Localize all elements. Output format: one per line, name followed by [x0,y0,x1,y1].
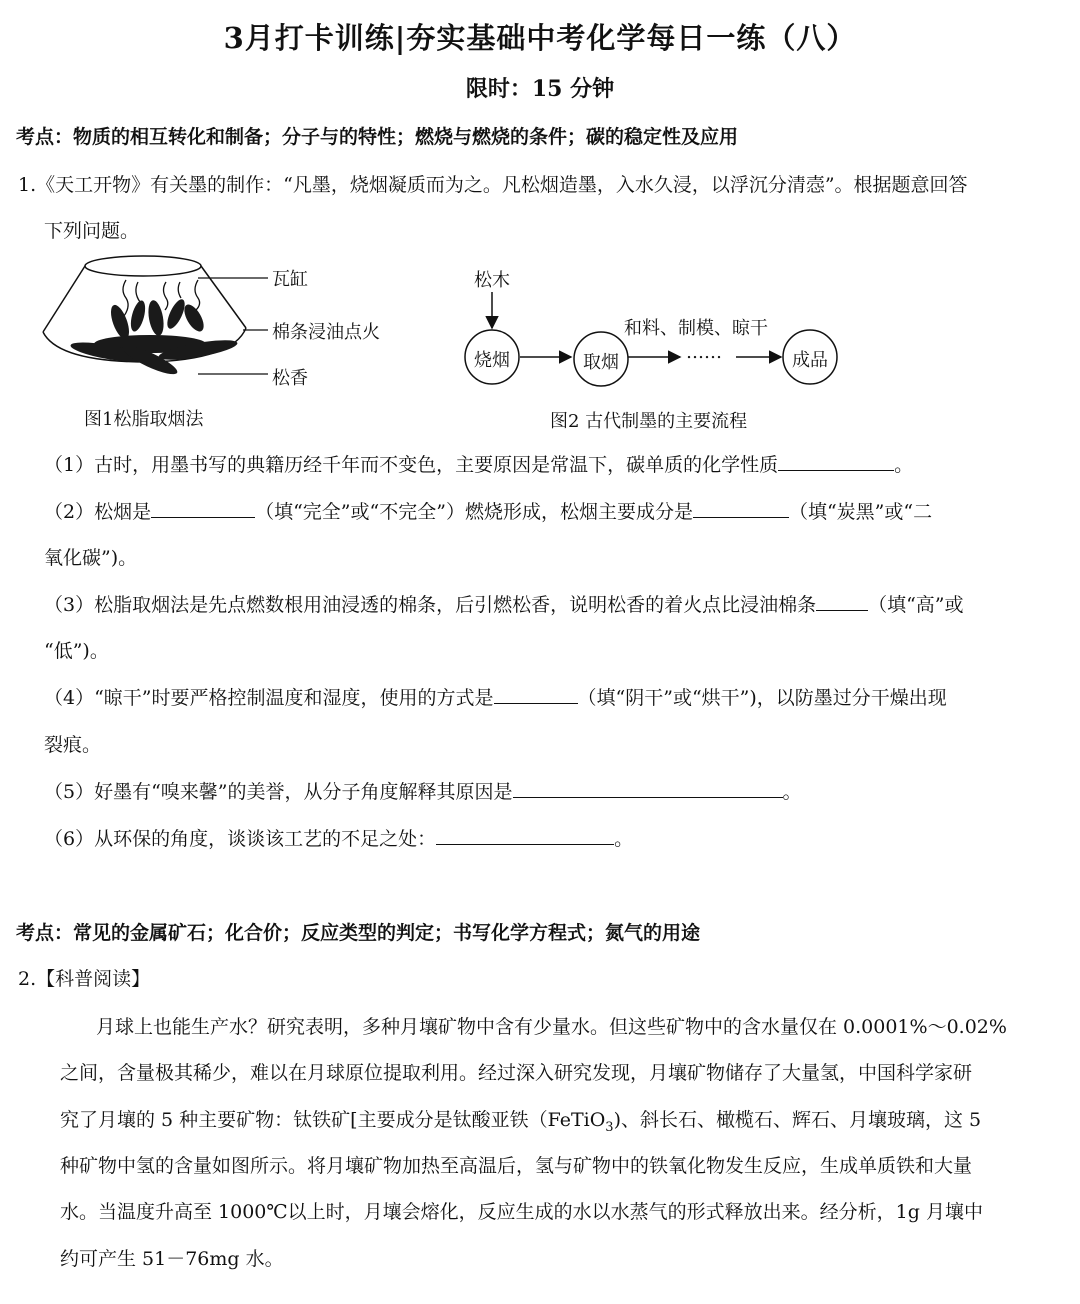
subq5-part-a: （5）好墨有“嗅来馨”的美誉，从分子角度解释其原因是 [44,781,513,803]
fig2-input-label: 松木 [474,270,510,291]
subq6-blank[interactable] [436,824,614,845]
subq5 [44,777,802,804]
subq1-blank[interactable] [778,450,894,471]
fig1-label-jar: 瓦缸 [272,269,308,290]
subq2-blank2[interactable] [693,497,789,518]
fig2-node-shaoyan: 烧烟 [474,350,510,371]
subq6-end: 。 [614,828,634,850]
subq3-line2: “低”)。 [44,640,109,662]
passage-line6: 约可产生 51－76mg 水。 [60,1248,284,1270]
fig1-caption: 图1松脂取烟法 [84,409,204,430]
question2-title: 2.【科普阅读】 [18,968,151,990]
fig2-dots: …… [686,342,722,363]
passage-line2: 之间，含量极其稀少，难以在月球原位提取利用。经过深入研究发现，月壤矿物储存了大量氢，中国科学家研 [60,1062,973,1084]
question1-line1: 1.《天工开物》有关墨的制作：“凡墨，烧烟凝质而为之。凡松烟造墨，入水久浸，以浮沉分清悫”。根据题意回答 [18,174,968,196]
subq2 [44,497,932,524]
subq5-blank[interactable] [513,777,783,798]
resin-shapes [69,297,238,379]
subq4-part-a: （4）“晾干”时要严格控制温度和湿度，使用的方式是 [44,687,494,709]
subq3-part-a: （3）松脂取烟法是先点燃数根用油浸透的棉条，后引燃松香，说明松香的着火点比浸油棉条 [44,594,817,616]
fig1-label-resin: 松香 [272,368,308,389]
subq2-part-c: （填“炭黑”或“二 [788,501,933,523]
subq4-line2: 裂痕。 [44,734,102,756]
passage-line3-a: 究了月壤的 5 种主要矿物：钛铁矿[主要成分是钛酸亚铁（FeTiO [60,1109,606,1131]
fig1-label-wick: 棉条浸油点火 [272,322,380,343]
subq2-blank1[interactable] [151,497,255,518]
subq4-blank[interactable] [494,683,578,704]
time-limit: 限时：15 分钟 [465,76,615,102]
section1-kaodian: 考点：物质的相互转化和制备；分子与的特性；燃烧与燃烧的条件；碳的稳定性及应用 [16,126,739,148]
subq1-end: 。 [894,454,914,476]
subq3-part-b: （填“高”或 [868,594,964,616]
passage-line3-b: )、斜长石、橄榄石、辉石、月壤玻璃，这 5 [613,1109,982,1131]
subq5-end: 。 [782,781,802,803]
page-title: 3月打卡训练|夯实基础中考化学每日一练（八） [223,21,857,55]
subq6 [44,824,633,851]
question1-line2: 下列问题。 [44,220,140,242]
subq2-line2: 氧化碳”)。 [44,547,138,569]
subq1-text: （1）古时，用墨书写的典籍历经千年而不变色，主要原因是常温下，碳单质的化学性质 [44,454,779,476]
subq4-part-b: （填“阴干”或“烘干”)，以防墨过分干燥出现 [577,687,947,709]
subq6-part-a: （6）从环保的角度，谈谈该工艺的不足之处： [44,828,437,850]
passage-line5: 水。当温度升高至 1000℃以上时，月壤会熔化，反应生成的水以水蒸气的形式释放出来。经分析，1g 月壤中 [60,1201,983,1223]
fig2-node-quyan: 取烟 [583,352,619,373]
passage-line3 [60,1105,981,1135]
subq3 [44,590,964,617]
fig2-caption: 图2 古代制墨的主要流程 [550,411,748,432]
passage-line4: 种矿物中氢的含量如图所示。将月壤矿物加热至高温后，氢与矿物中的铁氧化物发生反应，生成单质铁和大量 [60,1155,973,1177]
subq1 [44,450,913,477]
passage-line1: 月球上也能生产水？研究表明，多种月壤矿物中含有少量水。但这些矿物中的含水量仅在 0.0001%～0.02% [96,1016,1007,1038]
subq4 [44,683,947,710]
subq3-blank[interactable] [816,590,868,611]
subq2-part-a: （2）松烟是 [44,501,152,523]
subq2-part-b: （填“完全”或“不完全”）燃烧形成，松烟主要成分是 [255,501,693,523]
fig2-node-chengpin: 成品 [792,350,828,371]
fig2-step-label: 和料、制模、晾干 [624,318,768,339]
passage-line3-sub: 3 [605,1119,614,1135]
section2-kaodian: 考点：常见的金属矿石；化合价；反应类型的判定；书写化学方程式；氮气的用途 [16,922,701,944]
